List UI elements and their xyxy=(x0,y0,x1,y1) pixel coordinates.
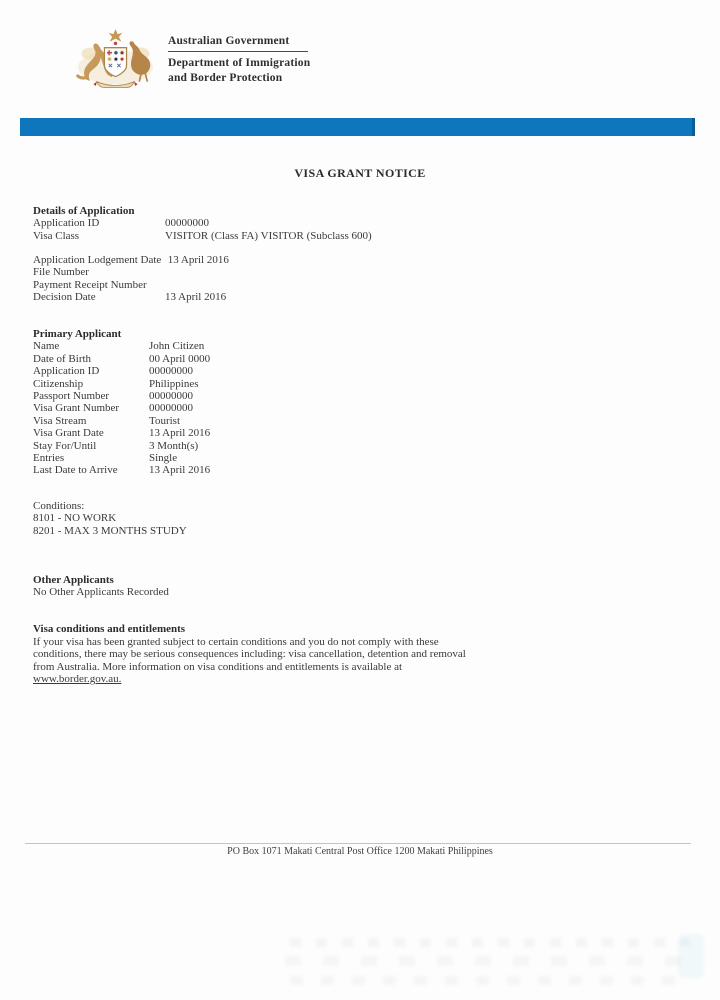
entitlements-body: If your visa has been granted subject to certain conditions and you do not comply with these conditions, there may be serious consequences including: visa cancellation, detention and removal from Australia. More information on visa conditions and entitlements is available at xyxy=(33,635,466,673)
field-label: Citizenship xyxy=(33,377,84,390)
government-title: Australian Government xyxy=(168,35,290,47)
field-row xyxy=(33,390,673,402)
field-row xyxy=(33,340,673,352)
field-row xyxy=(33,353,673,365)
field-row xyxy=(33,291,673,303)
field-value: 13 April 2016 xyxy=(165,291,227,304)
field-value: Philippines xyxy=(149,377,199,390)
field-value: 00000000 xyxy=(165,217,209,230)
scan-artifact-watermark xyxy=(285,956,695,966)
shield xyxy=(104,48,126,77)
field-row xyxy=(33,254,673,266)
footer-address: PO Box 1071 Makati Central Post Office 1200 Makati Philippines xyxy=(227,846,493,857)
field-value: 3 Month(s) xyxy=(149,439,199,452)
primary-applicant-section xyxy=(33,328,673,477)
other-applicants-section xyxy=(33,574,673,599)
footer-divider xyxy=(25,843,691,844)
field-value: 13 April 2016 xyxy=(149,427,211,440)
field-value: 00 April 0000 xyxy=(149,352,211,365)
field-label: Application ID xyxy=(33,365,100,378)
field-label: Visa Class xyxy=(33,229,80,242)
border-gov-au-link[interactable]: www.border.gov.au. xyxy=(33,673,122,686)
scan-artifact-watermark xyxy=(678,934,704,978)
field-label: Passport Number xyxy=(33,390,110,403)
other-applicants-text: No Other Applicants Recorded xyxy=(33,586,169,599)
department-name-line2: and Border Protection xyxy=(168,72,283,84)
entitlements-section xyxy=(33,623,485,686)
field-value: 13 April 2016 xyxy=(167,254,229,266)
field-value: 00000000 xyxy=(149,390,193,403)
field-label: Decision Date xyxy=(33,291,96,304)
section-heading: Other Applicants xyxy=(33,574,114,586)
header xyxy=(168,35,368,86)
field-value: Single xyxy=(149,452,178,465)
field-value: VISITOR (Class FA) VISITOR (Subclass 600) xyxy=(165,229,372,242)
header-divider xyxy=(168,51,308,52)
condition-item: 8101 - NO WORK xyxy=(33,512,117,525)
section-heading: Visa conditions and entitlements xyxy=(33,623,186,635)
field-row xyxy=(33,440,673,452)
field-label: Application Lodgement Date xyxy=(33,254,162,266)
blue-banner-bar xyxy=(20,118,695,136)
conditions-heading: Conditions: xyxy=(33,500,85,512)
field-value: 00000000 xyxy=(149,365,193,378)
condition-item: 8201 - MAX 3 MONTHS STUDY xyxy=(33,524,187,537)
field-label: Visa Grant Date xyxy=(33,427,104,440)
field-label: File Number xyxy=(33,266,89,279)
page-title: VISA GRANT NOTICE xyxy=(294,166,426,180)
field-row xyxy=(33,464,673,476)
field-row xyxy=(33,402,673,414)
section-heading: Details of Application xyxy=(33,205,135,217)
field-label: Visa Grant Number xyxy=(33,402,120,415)
field-value: Tourist xyxy=(149,414,181,427)
field-row xyxy=(33,266,673,278)
field-row xyxy=(33,230,673,242)
commonwealth-star-icon xyxy=(109,29,123,45)
field-row xyxy=(33,427,673,439)
australian-coat-of-arms-icon xyxy=(73,28,158,92)
field-row xyxy=(33,365,673,377)
field-row xyxy=(33,378,673,390)
field-label: Name xyxy=(33,340,60,353)
field-value: John Citizen xyxy=(149,340,205,353)
department-name-line1: Department of Immigration xyxy=(168,57,311,69)
field-label: Entries xyxy=(33,452,65,465)
scan-artifact-watermark xyxy=(290,976,690,985)
field-value: 13 April 2016 xyxy=(149,464,211,477)
field-row xyxy=(33,217,673,229)
field-label: Stay For/Until xyxy=(33,439,97,452)
field-value: 00000000 xyxy=(149,402,193,415)
field-row xyxy=(33,452,673,464)
section-heading: Primary Applicant xyxy=(33,328,122,340)
field-row xyxy=(33,415,673,427)
conditions-section xyxy=(33,500,673,537)
scan-artifact-watermark xyxy=(290,938,690,947)
field-label: Date of Birth xyxy=(33,352,92,365)
field-label: Payment Receipt Number xyxy=(33,278,147,291)
lodgement-details-block xyxy=(33,254,673,304)
field-label: Application ID xyxy=(33,217,100,230)
field-row xyxy=(33,279,673,291)
field-label: Last Date to Arrive xyxy=(33,464,118,477)
details-of-application-section xyxy=(33,205,673,242)
field-label: Visa Stream xyxy=(33,414,87,427)
